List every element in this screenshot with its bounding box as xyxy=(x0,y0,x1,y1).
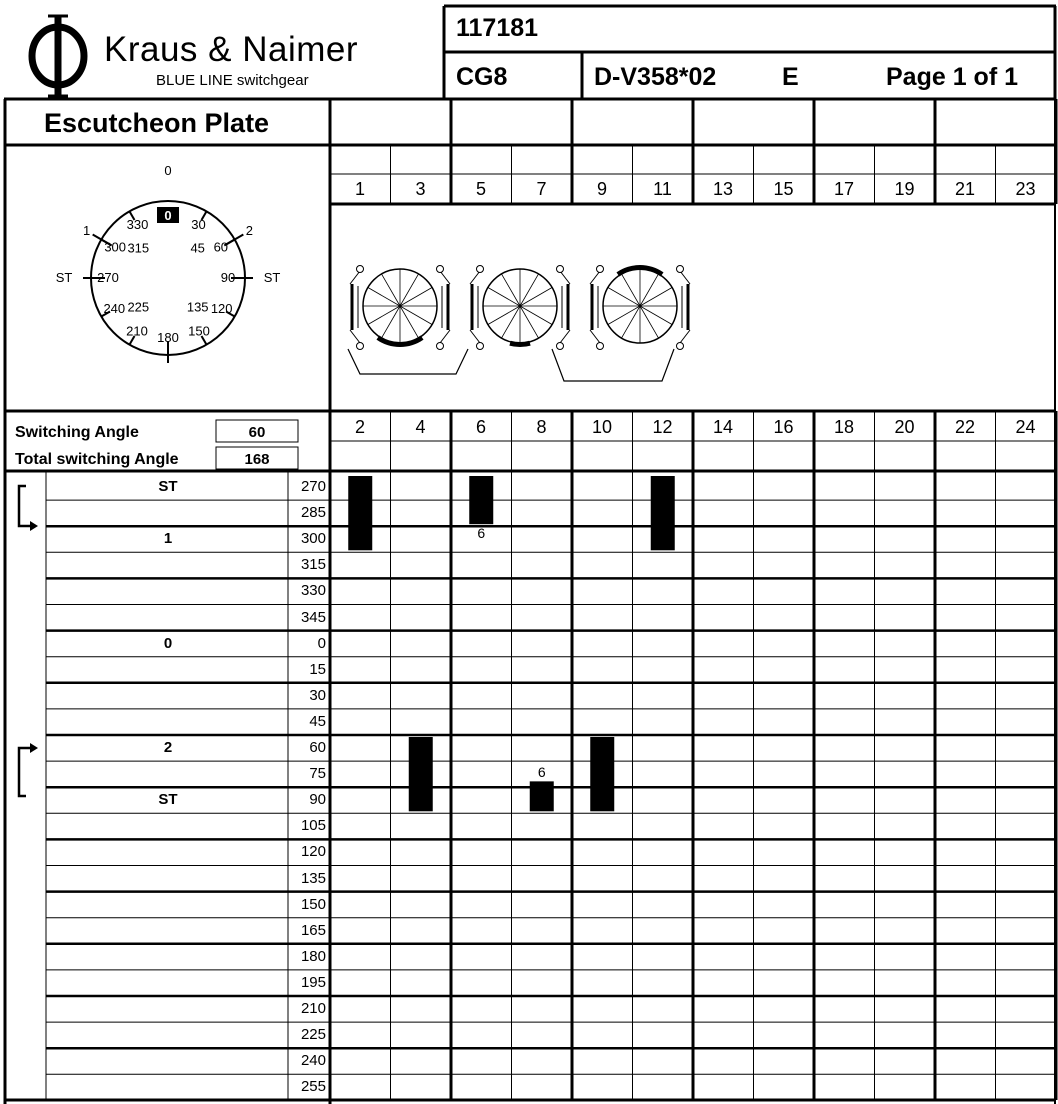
terminal-icon xyxy=(677,266,684,273)
row-angle: 90 xyxy=(309,791,326,809)
row-angle: 165 xyxy=(300,921,326,939)
row-angle: 225 xyxy=(300,1026,326,1044)
stop-brackets xyxy=(10,476,50,816)
contact-number-bottom: 6 xyxy=(475,417,486,437)
cam-spoke xyxy=(400,306,419,338)
row-angle: 60 xyxy=(309,739,326,756)
contact-number-top: 5 xyxy=(475,179,486,199)
contact-arm xyxy=(470,330,480,343)
cam-spoke xyxy=(520,288,552,307)
page-indicator: Page 1 of 1 xyxy=(886,63,1018,91)
contact-arm xyxy=(350,330,360,343)
terminal-icon xyxy=(477,266,484,273)
contact-number-top: 23 xyxy=(1015,179,1036,199)
row-angle: 15 xyxy=(309,660,326,678)
row-angle: 330 xyxy=(300,582,326,600)
contact-number-bottom: 24 xyxy=(1015,417,1036,437)
cam-spoke xyxy=(368,288,400,307)
jumper-wire xyxy=(348,349,468,374)
part-number: 117181 xyxy=(456,14,539,42)
row-angle: 270 xyxy=(300,478,326,495)
dial-angle-label: 45 xyxy=(190,240,205,256)
row-angle: 300 xyxy=(300,530,326,548)
contact-arm xyxy=(470,271,480,284)
row-angle: 135 xyxy=(300,869,326,887)
contact-number-top: 11 xyxy=(653,179,672,199)
contact-arm xyxy=(560,271,570,284)
cam-spoke xyxy=(622,274,641,306)
row-angle: 150 xyxy=(300,895,326,913)
row-position: 2 xyxy=(163,739,173,756)
dial-angle-label: 225 xyxy=(127,299,150,315)
row-angle: 45 xyxy=(309,712,326,730)
row-position: 0 xyxy=(163,634,173,652)
terminal-icon xyxy=(557,343,564,350)
row-angle: 75 xyxy=(309,765,326,783)
closure-note: 6 xyxy=(477,525,486,542)
row-angle: 30 xyxy=(309,686,326,704)
dial-angle-label: 210 xyxy=(126,323,148,339)
brand-name: Kraus & Naimer xyxy=(104,30,359,69)
row-position: ST xyxy=(158,791,178,809)
row-position: ST xyxy=(158,478,178,495)
row-angle: 195 xyxy=(300,973,326,991)
phi-logo-icon xyxy=(22,12,92,98)
brand-tagline: BLUE LINE switchgear xyxy=(156,72,309,89)
dial-angle-label: 60 xyxy=(213,239,229,255)
dial-angle-label: 30 xyxy=(191,217,206,233)
revision: E xyxy=(782,63,799,91)
cam-spoke xyxy=(400,306,432,325)
dial-angle-label: 150 xyxy=(188,323,210,339)
row-angle: 345 xyxy=(300,608,326,626)
terminal-icon xyxy=(677,343,684,350)
terminal-icon xyxy=(437,343,444,350)
cam-spoke xyxy=(520,274,539,306)
contact-number-bottom: 10 xyxy=(591,417,613,437)
cam-spoke xyxy=(622,306,641,338)
row-angle: 255 xyxy=(300,1078,326,1096)
contact-arm xyxy=(680,330,690,343)
dial-angle-label: 300 xyxy=(104,239,127,255)
brand-logo xyxy=(22,12,442,98)
contact-number-top: 13 xyxy=(712,179,734,199)
contact-number-top: 3 xyxy=(415,179,426,199)
cam-spoke xyxy=(488,306,520,325)
total-angle-value: 168 xyxy=(244,451,270,468)
dial-angle-label: 270 xyxy=(97,270,119,285)
cam-spoke xyxy=(608,306,640,325)
dial-angle-label: 120 xyxy=(210,301,233,316)
terminal-icon xyxy=(477,343,484,350)
contact-number-bottom: 22 xyxy=(954,417,976,437)
drawing-code: D-V358*02 xyxy=(594,63,717,91)
contact-arm xyxy=(560,330,570,343)
dial-angle-label: 90 xyxy=(220,270,236,285)
dial-position-label: 2 xyxy=(245,223,254,238)
dial-position-label: 0 xyxy=(164,163,172,178)
contact-number-top: 19 xyxy=(894,179,915,199)
contact-number-top: 1 xyxy=(354,179,365,199)
contact-number-top: 7 xyxy=(536,179,547,199)
contact-arm xyxy=(590,271,600,284)
dial-angle-label: 0 xyxy=(164,208,172,223)
dial-angle-label: 315 xyxy=(127,240,150,256)
cam-spoke xyxy=(400,274,419,306)
row-angle: 315 xyxy=(300,556,326,574)
contact-number-bottom: 2 xyxy=(354,417,365,437)
cam-spoke xyxy=(640,288,672,307)
terminal-icon xyxy=(597,343,604,350)
row-position: 1 xyxy=(163,530,173,548)
arrow-right-icon xyxy=(30,743,38,753)
contact-number-top: 21 xyxy=(954,179,976,199)
contact-number-bottom: 4 xyxy=(415,417,426,437)
arrow-right-icon xyxy=(30,521,38,531)
cam-spoke xyxy=(520,306,539,338)
contact-arm xyxy=(440,330,450,343)
contact-number-top: 15 xyxy=(773,179,794,199)
dial-angle-label: 180 xyxy=(157,330,179,345)
cam-spoke xyxy=(502,274,521,306)
cam-spoke xyxy=(502,306,521,338)
contact-number-top: 9 xyxy=(596,179,607,199)
contact-number-bottom: 20 xyxy=(894,417,915,437)
cam-spoke xyxy=(640,306,659,338)
dial-angle-label: 135 xyxy=(186,299,209,315)
cam-spoke xyxy=(520,306,552,325)
stop-bracket-top xyxy=(19,486,30,526)
cam-spoke xyxy=(608,288,640,307)
row-angle: 120 xyxy=(300,843,326,861)
row-angle: 240 xyxy=(300,1052,326,1070)
closure-note: 6 xyxy=(537,764,546,781)
contact-arm xyxy=(680,271,690,284)
series-code: CG8 xyxy=(456,63,508,91)
cam-spoke xyxy=(400,288,432,307)
total-angle-label: Total switching Angle xyxy=(15,451,179,468)
cam-spoke xyxy=(640,274,659,306)
row-angle: 180 xyxy=(300,947,326,965)
cam-spoke xyxy=(368,306,400,325)
cam-spoke xyxy=(382,274,401,306)
switching-angle-value: 60 xyxy=(248,424,266,441)
dial-position-label: ST xyxy=(55,270,73,285)
cam-spoke xyxy=(488,288,520,307)
escutcheon-dial xyxy=(8,150,328,410)
row-angle: 105 xyxy=(300,817,326,835)
contact-number-bottom: 14 xyxy=(712,417,734,437)
contact-number-bottom: 12 xyxy=(652,417,673,437)
contact-number-bottom: 18 xyxy=(833,417,855,437)
terminal-icon xyxy=(557,266,564,273)
terminal-icon xyxy=(357,343,364,350)
contact-arm xyxy=(440,271,450,284)
dial-position-label: ST xyxy=(263,270,281,285)
row-angle: 210 xyxy=(300,1000,326,1017)
contact-number-top: 17 xyxy=(833,179,855,199)
plate-title: Escutcheon Plate xyxy=(44,108,270,138)
row-angle: 0 xyxy=(317,634,326,652)
cam-circuit-diagram xyxy=(332,206,692,396)
cam-spoke xyxy=(382,306,401,338)
dial-position-label: 1 xyxy=(82,223,91,238)
contact-arm xyxy=(590,330,600,343)
dial-angle-label: 240 xyxy=(103,301,126,316)
row-angle: 285 xyxy=(300,504,326,522)
terminal-icon xyxy=(437,266,444,273)
switching-angle-label: Switching Angle xyxy=(15,424,139,441)
terminal-icon xyxy=(597,266,604,273)
contact-number-bottom: 8 xyxy=(536,417,547,437)
cam-spoke xyxy=(640,306,672,325)
contact-arm xyxy=(350,271,360,284)
jumper-wire xyxy=(552,349,674,381)
dial-angle-label: 330 xyxy=(126,217,149,233)
terminal-icon xyxy=(357,266,364,273)
stop-bracket-bottom xyxy=(19,748,30,796)
contact-number-bottom: 16 xyxy=(773,417,794,437)
